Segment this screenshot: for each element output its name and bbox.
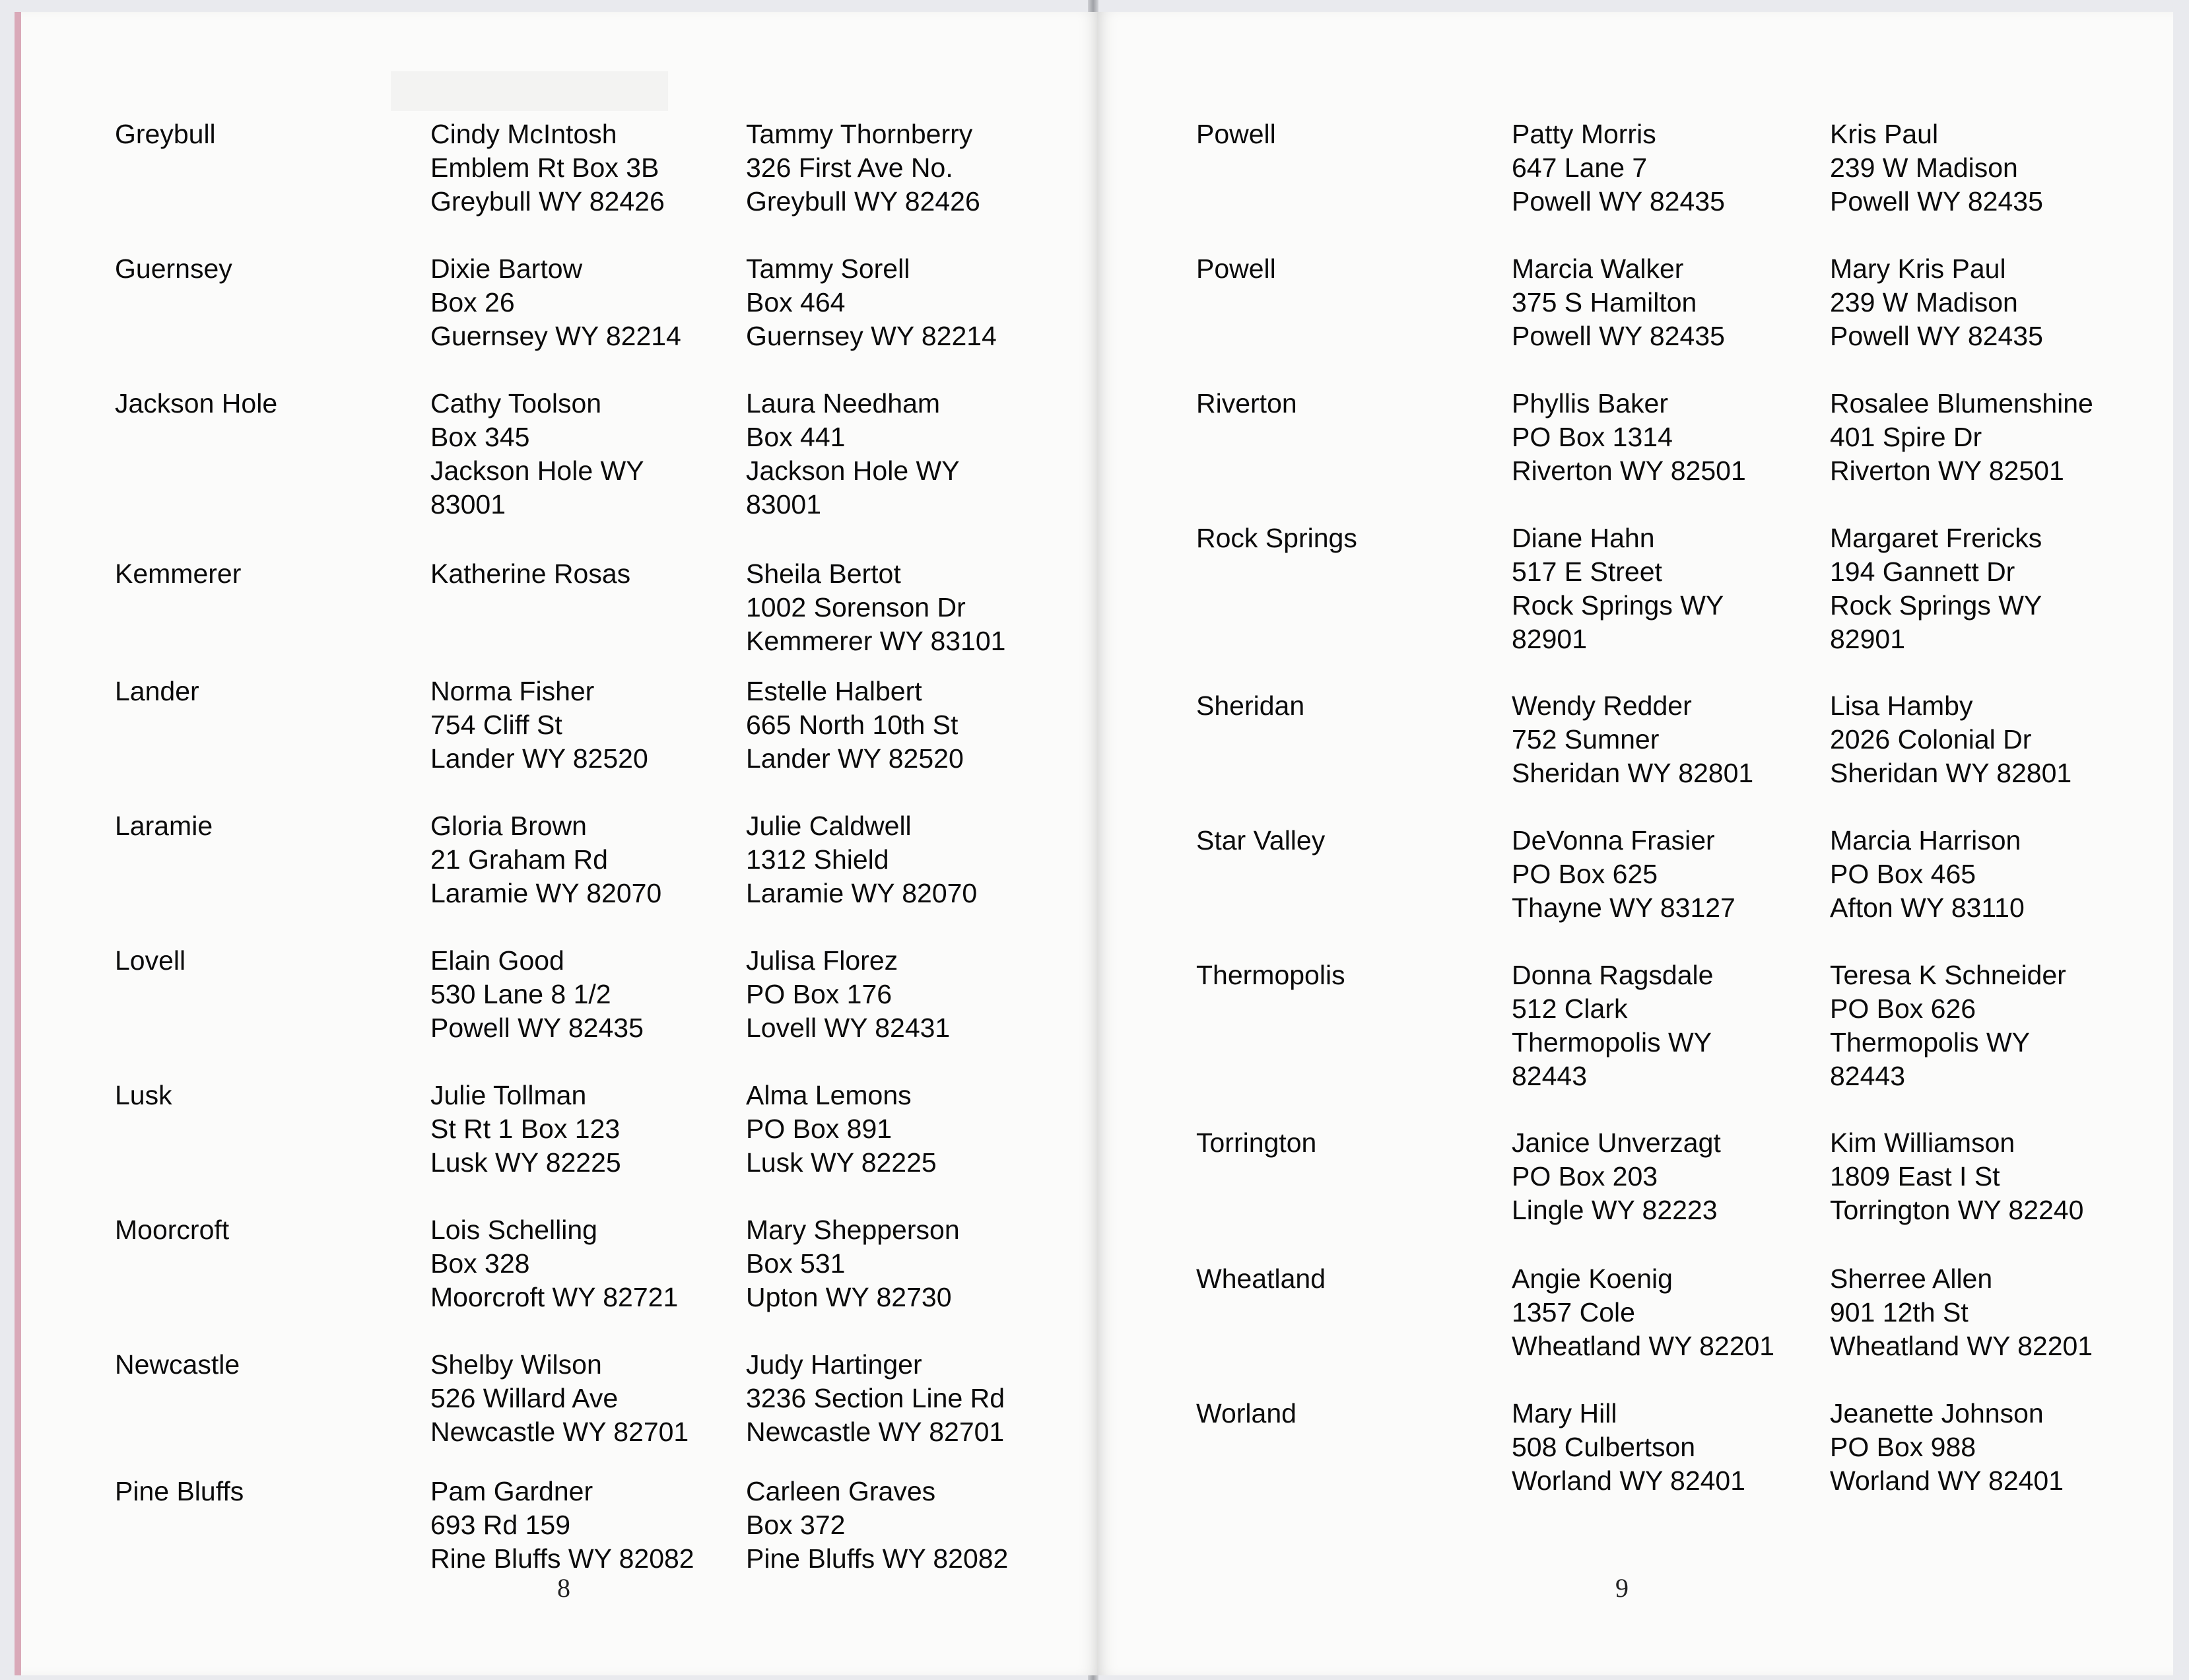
director-primary: [430, 809, 661, 910]
director-address-line: Sheridan WY 82801: [1512, 758, 1754, 788]
town-name: Laramie: [115, 811, 213, 841]
director-secondary: [1830, 689, 2071, 790]
director-address-line: Thermopolis WY: [1512, 1027, 1712, 1058]
director-name: Julie Tollman: [430, 1080, 587, 1110]
director-name: Judy Hartinger: [746, 1349, 922, 1380]
director-primary: [430, 1213, 678, 1314]
director-address-line: Torrington WY 82240: [1830, 1195, 2084, 1225]
town-name: Powell: [1196, 253, 1276, 284]
director-address-line: 1002 Sorenson Dr: [746, 592, 966, 622]
director-address-line: Kemmerer WY 83101: [746, 626, 1006, 656]
director-address-line: Box 26: [430, 287, 515, 318]
director-secondary: [746, 118, 980, 218]
town-name: Riverton: [1196, 388, 1297, 419]
director-address-line: Box 441: [746, 422, 846, 452]
director-name: Laura Needham: [746, 388, 941, 419]
director-primary: [1512, 521, 1724, 656]
director-address-line: PO Box 1314: [1512, 422, 1673, 452]
director-name: Dixie Bartow: [430, 253, 583, 284]
left-page: [15, 12, 1098, 1675]
director-name: Estelle Halbert: [746, 676, 922, 706]
director-address-line: PO Box 465: [1830, 859, 1976, 889]
director-address-line: Rock Springs WY: [1512, 590, 1724, 621]
director-address-line: Lander WY 82520: [746, 743, 964, 774]
director-address-line: 1357 Cole: [1512, 1297, 1635, 1327]
director-address-line: 530 Lane 8 1/2: [430, 979, 611, 1009]
director-name: Katherine Rosas: [430, 558, 631, 589]
director-address-line: Lusk WY 82225: [430, 1147, 621, 1178]
director-address-line: 239 W Madison: [1830, 152, 2018, 183]
director-secondary: [746, 1475, 1008, 1576]
director-address-line: 82443: [1512, 1061, 1588, 1091]
director-secondary: [1830, 521, 2042, 656]
director-address-line: Rine Bluffs WY 82082: [430, 1543, 694, 1574]
director-address-line: Greybull WY 82426: [746, 186, 980, 217]
director-address-line: Box 372: [746, 1510, 846, 1540]
town-name: Star Valley: [1196, 825, 1326, 856]
director-secondary: [746, 1348, 1005, 1449]
director-primary: [430, 1475, 694, 1576]
director-primary: [1512, 118, 1725, 218]
director-secondary: [1830, 958, 2066, 1093]
director-primary: [430, 252, 681, 353]
director-primary: [430, 1348, 689, 1449]
director-secondary: [1830, 387, 2093, 488]
director-address-line: Thermopolis WY: [1830, 1027, 2031, 1058]
director-address-line: Guernsey WY 82214: [746, 321, 997, 351]
director-address-line: Newcastle WY 82701: [746, 1417, 1005, 1447]
director-secondary: [746, 557, 1005, 658]
town-name: Guernsey: [115, 253, 232, 284]
director-primary: [1512, 689, 1753, 790]
director-address-line: Upton WY 82730: [746, 1282, 952, 1312]
director-name: DeVonna Frasier: [1512, 825, 1715, 856]
director-address-line: Box 464: [746, 287, 846, 318]
director-address-line: Powell WY 82435: [1512, 321, 1725, 351]
director-address-line: Box 531: [746, 1248, 846, 1279]
director-address-line: 517 E Street: [1512, 556, 1662, 587]
director-address-line: 512 Clark: [1512, 993, 1628, 1024]
director-secondary: [746, 675, 964, 776]
director-address-line: 1312 Shield: [746, 844, 889, 875]
bleed-through-shadow: [391, 71, 668, 111]
director-address-line: Worland WY 82401: [1830, 1465, 2064, 1496]
director-name: Norma Fisher: [430, 676, 595, 706]
director-secondary: [746, 252, 997, 353]
director-name: Wendy Redder: [1512, 690, 1692, 721]
director-primary: [430, 944, 644, 1045]
director-address-line: Box 328: [430, 1248, 530, 1279]
director-primary: [430, 675, 648, 776]
director-name: Julisa Florez: [746, 945, 898, 976]
director-secondary: [746, 1213, 960, 1314]
director-address-line: PO Box 891: [746, 1114, 892, 1144]
director-primary: [1512, 824, 1735, 925]
director-primary: [1512, 1262, 1774, 1363]
director-address-line: Jackson Hole WY: [430, 455, 644, 486]
director-address-line: Lusk WY 82225: [746, 1147, 937, 1178]
director-secondary: [1830, 252, 2043, 353]
director-secondary: [746, 387, 960, 521]
director-address-line: 647 Lane 7: [1512, 152, 1648, 183]
director-name: Cindy McIntosh: [430, 119, 617, 149]
director-name: Julie Caldwell: [746, 811, 912, 841]
town-name: Newcastle: [115, 1349, 240, 1380]
director-address-line: Powell WY 82435: [1830, 186, 2043, 217]
director-address-line: Laramie WY 82070: [746, 878, 978, 908]
director-primary: [1512, 1397, 1745, 1498]
director-secondary: [746, 944, 950, 1045]
page-number: 8: [557, 1573, 570, 1603]
director-name: Jeanette Johnson: [1830, 1398, 2044, 1428]
director-address-line: Wheatland WY 82201: [1830, 1331, 2093, 1361]
director-address-line: 326 First Ave No.: [746, 152, 953, 183]
director-address-line: PO Box 176: [746, 979, 892, 1009]
director-address-line: Lovell WY 82431: [746, 1013, 951, 1043]
director-address-line: Greybull WY 82426: [430, 186, 665, 217]
director-address-line: 83001: [746, 489, 822, 520]
director-address-line: PO Box 203: [1512, 1161, 1658, 1192]
director-address-line: PO Box 626: [1830, 993, 1976, 1024]
director-address-line: 21 Graham Rd: [430, 844, 608, 875]
town-name: Rock Springs: [1196, 523, 1357, 553]
director-primary: [430, 557, 630, 591]
director-name: Teresa K Schneider: [1830, 960, 2066, 990]
director-address-line: Wheatland WY 82201: [1512, 1331, 1775, 1361]
director-address-line: Afton WY 83110: [1830, 892, 2025, 923]
director-address-line: Riverton WY 82501: [1830, 455, 2064, 486]
page-number: 9: [1615, 1573, 1629, 1603]
director-name: Tammy Sorell: [746, 253, 910, 284]
director-address-line: 1809 East I St: [1830, 1161, 2000, 1192]
director-address-line: Sheridan WY 82801: [1830, 758, 2072, 788]
director-address-line: Riverton WY 82501: [1512, 455, 1746, 486]
town-name: Kemmerer: [115, 558, 242, 589]
director-name: Marcia Walker: [1512, 253, 1684, 284]
director-name: Donna Ragsdale: [1512, 960, 1714, 990]
director-name: Margaret Frericks: [1830, 523, 2042, 553]
director-address-line: Rock Springs WY: [1830, 590, 2042, 621]
director-name: Lois Schelling: [430, 1215, 597, 1245]
director-name: Shelby Wilson: [430, 1349, 602, 1380]
director-address-line: 82901: [1830, 624, 1906, 654]
director-address-line: 82443: [1830, 1061, 1906, 1091]
director-primary: [430, 1079, 621, 1180]
director-name: Gloria Brown: [430, 811, 587, 841]
director-primary: [430, 118, 665, 218]
right-page: [1097, 12, 2173, 1675]
director-address-line: Guernsey WY 82214: [430, 321, 681, 351]
director-address-line: 83001: [430, 489, 506, 520]
director-name: Sheila Bertot: [746, 558, 901, 589]
director-name: Marcia Harrison: [1830, 825, 2021, 856]
director-name: Phyllis Baker: [1512, 388, 1668, 419]
director-secondary: [746, 1079, 937, 1180]
director-address-line: 2026 Colonial Dr: [1830, 724, 2032, 755]
director-address-line: Jackson Hole WY: [746, 455, 960, 486]
director-address-line: Lander WY 82520: [430, 743, 648, 774]
director-address-line: 3236 Section Line Rd: [746, 1383, 1005, 1413]
director-address-line: Powell WY 82435: [1512, 186, 1725, 217]
director-name: Cathy Toolson: [430, 388, 602, 419]
director-secondary: [1830, 1126, 2083, 1227]
director-address-line: Powell WY 82435: [430, 1013, 644, 1043]
town-name: Wheatland: [1196, 1263, 1326, 1294]
director-primary: [1512, 958, 1713, 1093]
director-address-line: 401 Spire Dr: [1830, 422, 1982, 452]
town-name: Thermopolis: [1196, 960, 1345, 990]
director-address-line: St Rt 1 Box 123: [430, 1114, 621, 1144]
director-name: Rosalee Blumenshine: [1830, 388, 2093, 419]
director-address-line: 194 Gannett Dr: [1830, 556, 2015, 587]
director-name: Elain Good: [430, 945, 564, 976]
director-name: Pam Gardner: [430, 1476, 593, 1506]
director-name: Diane Hahn: [1512, 523, 1655, 553]
director-address-line: Emblem Rt Box 3B: [430, 152, 659, 183]
director-address-line: Lingle WY 82223: [1512, 1195, 1718, 1225]
director-address-line: PO Box 625: [1512, 859, 1658, 889]
town-name: Pine Bluffs: [115, 1476, 244, 1506]
director-address-line: Newcastle WY 82701: [430, 1417, 689, 1447]
town-name: Lusk: [115, 1080, 172, 1110]
director-secondary: [1830, 824, 2025, 925]
director-address-line: Laramie WY 82070: [430, 878, 662, 908]
director-address-line: 754 Cliff St: [430, 710, 562, 740]
director-name: Tammy Thornberry: [746, 119, 973, 149]
director-name: Mary Hill: [1512, 1398, 1617, 1428]
director-name: Kim Williamson: [1830, 1127, 2015, 1158]
director-address-line: 375 S Hamilton: [1512, 287, 1697, 318]
director-address-line: 693 Rd 159: [430, 1510, 571, 1540]
director-name: Janice Unverzagt: [1512, 1127, 1721, 1158]
director-name: Patty Morris: [1512, 119, 1656, 149]
director-secondary: [746, 809, 977, 910]
director-address-line: 665 North 10th St: [746, 710, 959, 740]
director-primary: [1512, 252, 1725, 353]
town-name: Lander: [115, 676, 199, 706]
town-name: Greybull: [115, 119, 216, 149]
director-address-line: 752 Sumner: [1512, 724, 1660, 755]
town-name: Worland: [1196, 1398, 1297, 1428]
director-name: Lisa Hamby: [1830, 690, 1973, 721]
director-address-line: Box 345: [430, 422, 530, 452]
director-name: Alma Lemons: [746, 1080, 912, 1110]
director-secondary: [1830, 1262, 2093, 1363]
director-address-line: Worland WY 82401: [1512, 1465, 1746, 1496]
director-secondary: [1830, 1397, 2064, 1498]
director-primary: [1512, 1126, 1721, 1227]
town-name: Torrington: [1196, 1127, 1317, 1158]
director-name: Angie Koenig: [1512, 1263, 1673, 1294]
director-name: Carleen Graves: [746, 1476, 936, 1506]
director-secondary: [1830, 118, 2043, 218]
town-name: Powell: [1196, 119, 1276, 149]
director-primary: [1512, 387, 1746, 488]
director-name: Mary Shepperson: [746, 1215, 960, 1245]
director-address-line: Thayne WY 83127: [1512, 892, 1735, 923]
director-name: Kris Paul: [1830, 119, 1939, 149]
director-address-line: Moorcroft WY 82721: [430, 1282, 679, 1312]
town-name: Sheridan: [1196, 690, 1305, 721]
town-name: Moorcroft: [115, 1215, 230, 1245]
director-name: Mary Kris Paul: [1830, 253, 2006, 284]
director-address-line: 526 Willard Ave: [430, 1383, 619, 1413]
director-address-line: Powell WY 82435: [1830, 321, 2043, 351]
director-primary: [430, 387, 644, 521]
town-name: Lovell: [115, 945, 186, 976]
director-address-line: 82901: [1512, 624, 1588, 654]
director-address-line: 901 12th St: [1830, 1297, 1969, 1327]
director-address-line: Pine Bluffs WY 82082: [746, 1543, 1009, 1574]
town-name: Jackson Hole: [115, 388, 278, 419]
director-address-line: 239 W Madison: [1830, 287, 2018, 318]
director-address-line: 508 Culbertson: [1512, 1432, 1696, 1462]
director-address-line: PO Box 988: [1830, 1432, 1976, 1462]
director-name: Sherree Allen: [1830, 1263, 1993, 1294]
